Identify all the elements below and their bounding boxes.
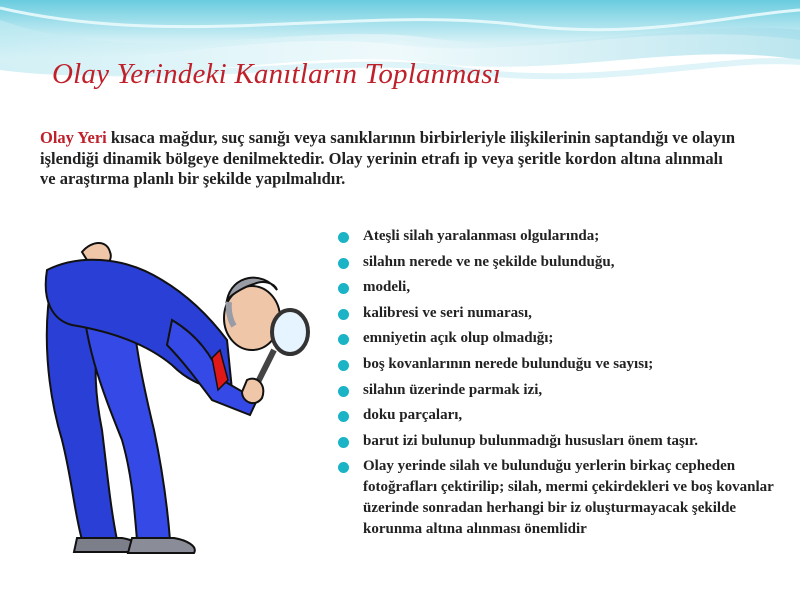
bullet-item	[336, 380, 776, 401]
bullet-icon	[338, 360, 349, 371]
bullet-icon	[338, 411, 349, 422]
bullet-item	[336, 226, 776, 247]
bullet-item	[336, 328, 776, 349]
bullet-text: barut izi bulunup bulunmadığı hususları önem taşır.	[363, 432, 698, 449]
bullet-icon	[338, 232, 349, 243]
bullet-item	[336, 303, 776, 324]
intro-paragraph	[40, 128, 740, 190]
bullet-item	[336, 456, 776, 540]
bullet-item	[336, 252, 776, 273]
bullet-item	[336, 431, 776, 452]
intro-text: kısaca mağdur, suç sanığı veya sanıklarının birbirleriyle ilişkilerinin saptandığı ve olayın işlendiği dinamik bölgeye denilmektedir. Olay yerinin etrafı ip veya şeritle kordon altına alınmalı ve araştırma planlı bir şekilde yapılmalıdır.	[40, 128, 736, 188]
bullet-item	[336, 277, 776, 298]
bullet-text: silahın üzerinde parmak izi,	[363, 381, 543, 398]
bullet-icon	[338, 283, 349, 294]
intro-term: Olay Yeri	[40, 128, 107, 147]
slide-title: Olay Yerindeki Kanıtların Toplanması	[52, 58, 501, 90]
bullet-text: Olay yerinde silah ve bulunduğu yerlerin birkaç cepheden fotoğrafları çektirilip; silah, mermi çekirdekleri ve boş kovanlar üzerinde sonradan herhangi bir iz oluşturmayacak şekilde korunma altına alınması önemlidir	[363, 458, 774, 538]
bullet-text: boş kovanlarının nerede bulunduğu ve sayısı;	[363, 355, 654, 372]
bullet-item	[336, 405, 776, 426]
bullet-icon	[338, 437, 349, 448]
bullet-text: kalibresi ve seri numarası,	[363, 304, 532, 321]
bullet-text: silahın nerede ve ne şekilde bulunduğu,	[363, 253, 615, 270]
bullet-item	[336, 354, 776, 375]
bullet-icon	[338, 309, 349, 320]
bullet-list	[336, 226, 776, 545]
bullet-icon	[338, 386, 349, 397]
bullet-icon	[338, 462, 349, 473]
bullet-text: Ateşli silah yaralanması olgularında;	[363, 228, 600, 244]
detective-illustration	[22, 240, 312, 570]
bullet-icon	[338, 334, 349, 345]
bullet-text: doku parçaları,	[363, 407, 463, 424]
bullet-text: modeli,	[363, 279, 411, 296]
bullet-icon	[338, 258, 349, 269]
bullet-text: emniyetin açık olup olmadığı;	[363, 330, 554, 347]
